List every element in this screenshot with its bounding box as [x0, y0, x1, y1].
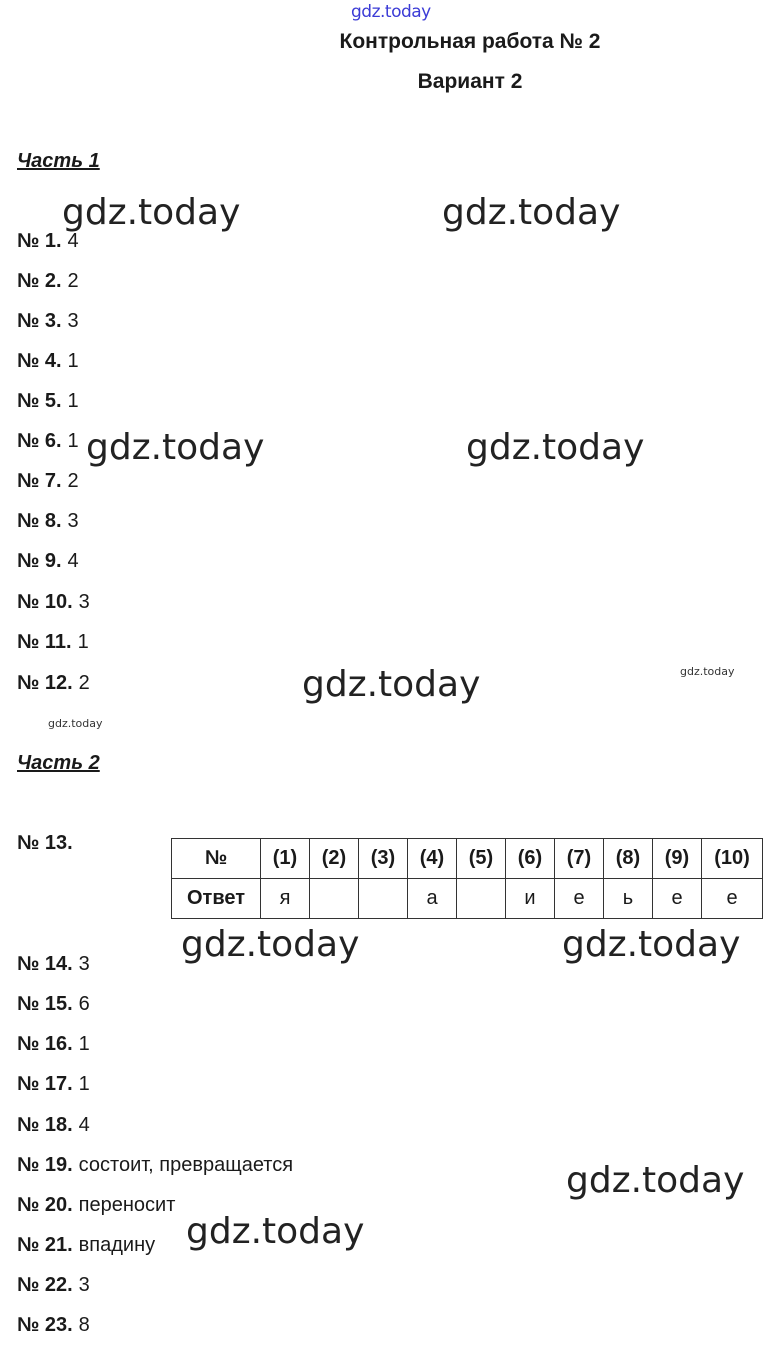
- task-answer: 3: [78, 1274, 90, 1296]
- answer-row: [17, 1314, 90, 1337]
- table-cell: е: [702, 879, 763, 919]
- task-number: № 21.: [17, 1234, 73, 1256]
- answer-row: [17, 350, 79, 373]
- task-number: № 14.: [17, 953, 73, 975]
- page-title: Контрольная работа № 2: [339, 30, 601, 53]
- task-number: № 10.: [17, 591, 73, 613]
- task-answer: состоит, превращается: [78, 1154, 294, 1176]
- table-answer-label: Ответ: [172, 879, 261, 919]
- task-answer: переносит: [78, 1194, 176, 1216]
- task-number: № 13.: [17, 832, 73, 854]
- task-number: № 15.: [17, 993, 73, 1015]
- answer-row: [17, 993, 90, 1016]
- part2-heading: Часть 2: [17, 752, 100, 774]
- task-number: № 16.: [17, 1033, 73, 1055]
- answer-row: [17, 1274, 90, 1297]
- table-answer-row: [172, 879, 763, 919]
- task-answer: 1: [77, 631, 89, 653]
- task-number: № 1.: [17, 230, 62, 252]
- table-column-header: (6): [506, 839, 555, 879]
- table-header-row: [172, 839, 763, 879]
- answer-row: [17, 631, 89, 654]
- task-answer: 4: [67, 230, 79, 252]
- task-answer: впадину: [78, 1234, 156, 1256]
- answer-row: [17, 230, 79, 253]
- answer-row: [17, 832, 73, 855]
- answer-row: [17, 1154, 293, 1177]
- answer-row: [17, 1234, 155, 1257]
- variant-title: Вариант 2: [417, 70, 523, 93]
- task-answer: 1: [78, 1033, 90, 1055]
- watermark-top: gdz.today: [351, 2, 431, 22]
- table-cell: е: [653, 879, 702, 919]
- table-header-label: №: [172, 839, 261, 879]
- answer-row: [17, 510, 79, 533]
- task-answer: 3: [67, 310, 79, 332]
- answer-row: [17, 310, 79, 333]
- task-answer: 4: [67, 550, 79, 572]
- watermark: gdz.today: [442, 192, 621, 233]
- table-cell: я: [261, 879, 310, 919]
- task-answer: 2: [67, 470, 79, 492]
- table-column-header: (7): [555, 839, 604, 879]
- task-answer: 6: [78, 993, 90, 1015]
- table-column-header: (8): [604, 839, 653, 879]
- watermark: gdz.today: [181, 924, 360, 965]
- table-column-header: (1): [261, 839, 310, 879]
- table-column-header: (10): [702, 839, 763, 879]
- task-number: № 17.: [17, 1073, 73, 1095]
- table-cell: [310, 879, 359, 919]
- watermark: gdz.today: [86, 427, 265, 468]
- task-number: № 5.: [17, 390, 62, 412]
- task-number: № 4.: [17, 350, 62, 372]
- watermark: gdz.today: [562, 924, 741, 965]
- answer-row: [17, 390, 79, 413]
- table-cell: и: [506, 879, 555, 919]
- table-column-header: (2): [310, 839, 359, 879]
- task-number: № 22.: [17, 1274, 73, 1296]
- table-cell: ь: [604, 879, 653, 919]
- task-answer: 1: [78, 1073, 90, 1095]
- task-number: № 20.: [17, 1194, 73, 1216]
- task-number: № 18.: [17, 1114, 73, 1136]
- task-answer: 3: [78, 591, 90, 613]
- task-number: № 8.: [17, 510, 62, 532]
- task-answer: 1: [67, 430, 79, 452]
- task-number: № 3.: [17, 310, 62, 332]
- task-answer: 4: [78, 1114, 90, 1136]
- task-number: № 7.: [17, 470, 62, 492]
- task-number: № 2.: [17, 270, 62, 292]
- task-number: № 9.: [17, 550, 62, 572]
- table-column-header: (9): [653, 839, 702, 879]
- answer-table: [171, 838, 763, 919]
- task-number: № 19.: [17, 1154, 73, 1176]
- table-column-header: (3): [359, 839, 408, 879]
- task-number: № 11.: [17, 631, 72, 653]
- task-answer: 8: [78, 1314, 90, 1336]
- answer-row: [17, 1033, 90, 1056]
- answer-row: [17, 430, 79, 453]
- answer-row: [17, 591, 90, 614]
- watermark: gdz.today: [302, 664, 481, 705]
- watermark: gdz.today: [186, 1211, 365, 1252]
- answer-row: [17, 1114, 90, 1137]
- table-cell: [359, 879, 408, 919]
- table-column-header: (5): [457, 839, 506, 879]
- task-answer: 2: [67, 270, 79, 292]
- task-answer: 2: [78, 672, 90, 694]
- watermark: gdz.today: [466, 427, 645, 468]
- task-number: № 6.: [17, 430, 62, 452]
- table-cell: [457, 879, 506, 919]
- task-answer: 3: [78, 953, 90, 975]
- table-cell: а: [408, 879, 457, 919]
- task-answer: 3: [67, 510, 79, 532]
- task-number: № 23.: [17, 1314, 73, 1336]
- part1-heading: Часть 1: [17, 150, 100, 172]
- watermark: gdz.today: [62, 192, 241, 233]
- table-column-header: (4): [408, 839, 457, 879]
- answer-row: [17, 1073, 90, 1096]
- answer-row: [17, 672, 90, 695]
- watermark-small: gdz.today: [680, 665, 735, 678]
- answer-row: [17, 550, 79, 573]
- answer-row: [17, 1194, 175, 1217]
- answer-row: [17, 953, 90, 976]
- task-answer: 1: [67, 390, 79, 412]
- watermark-small: gdz.today: [48, 717, 103, 730]
- watermark: gdz.today: [566, 1160, 745, 1201]
- task-number: № 12.: [17, 672, 73, 694]
- answer-row: [17, 270, 79, 293]
- answer-row: [17, 470, 79, 493]
- table-cell: е: [555, 879, 604, 919]
- task-answer: 1: [67, 350, 79, 372]
